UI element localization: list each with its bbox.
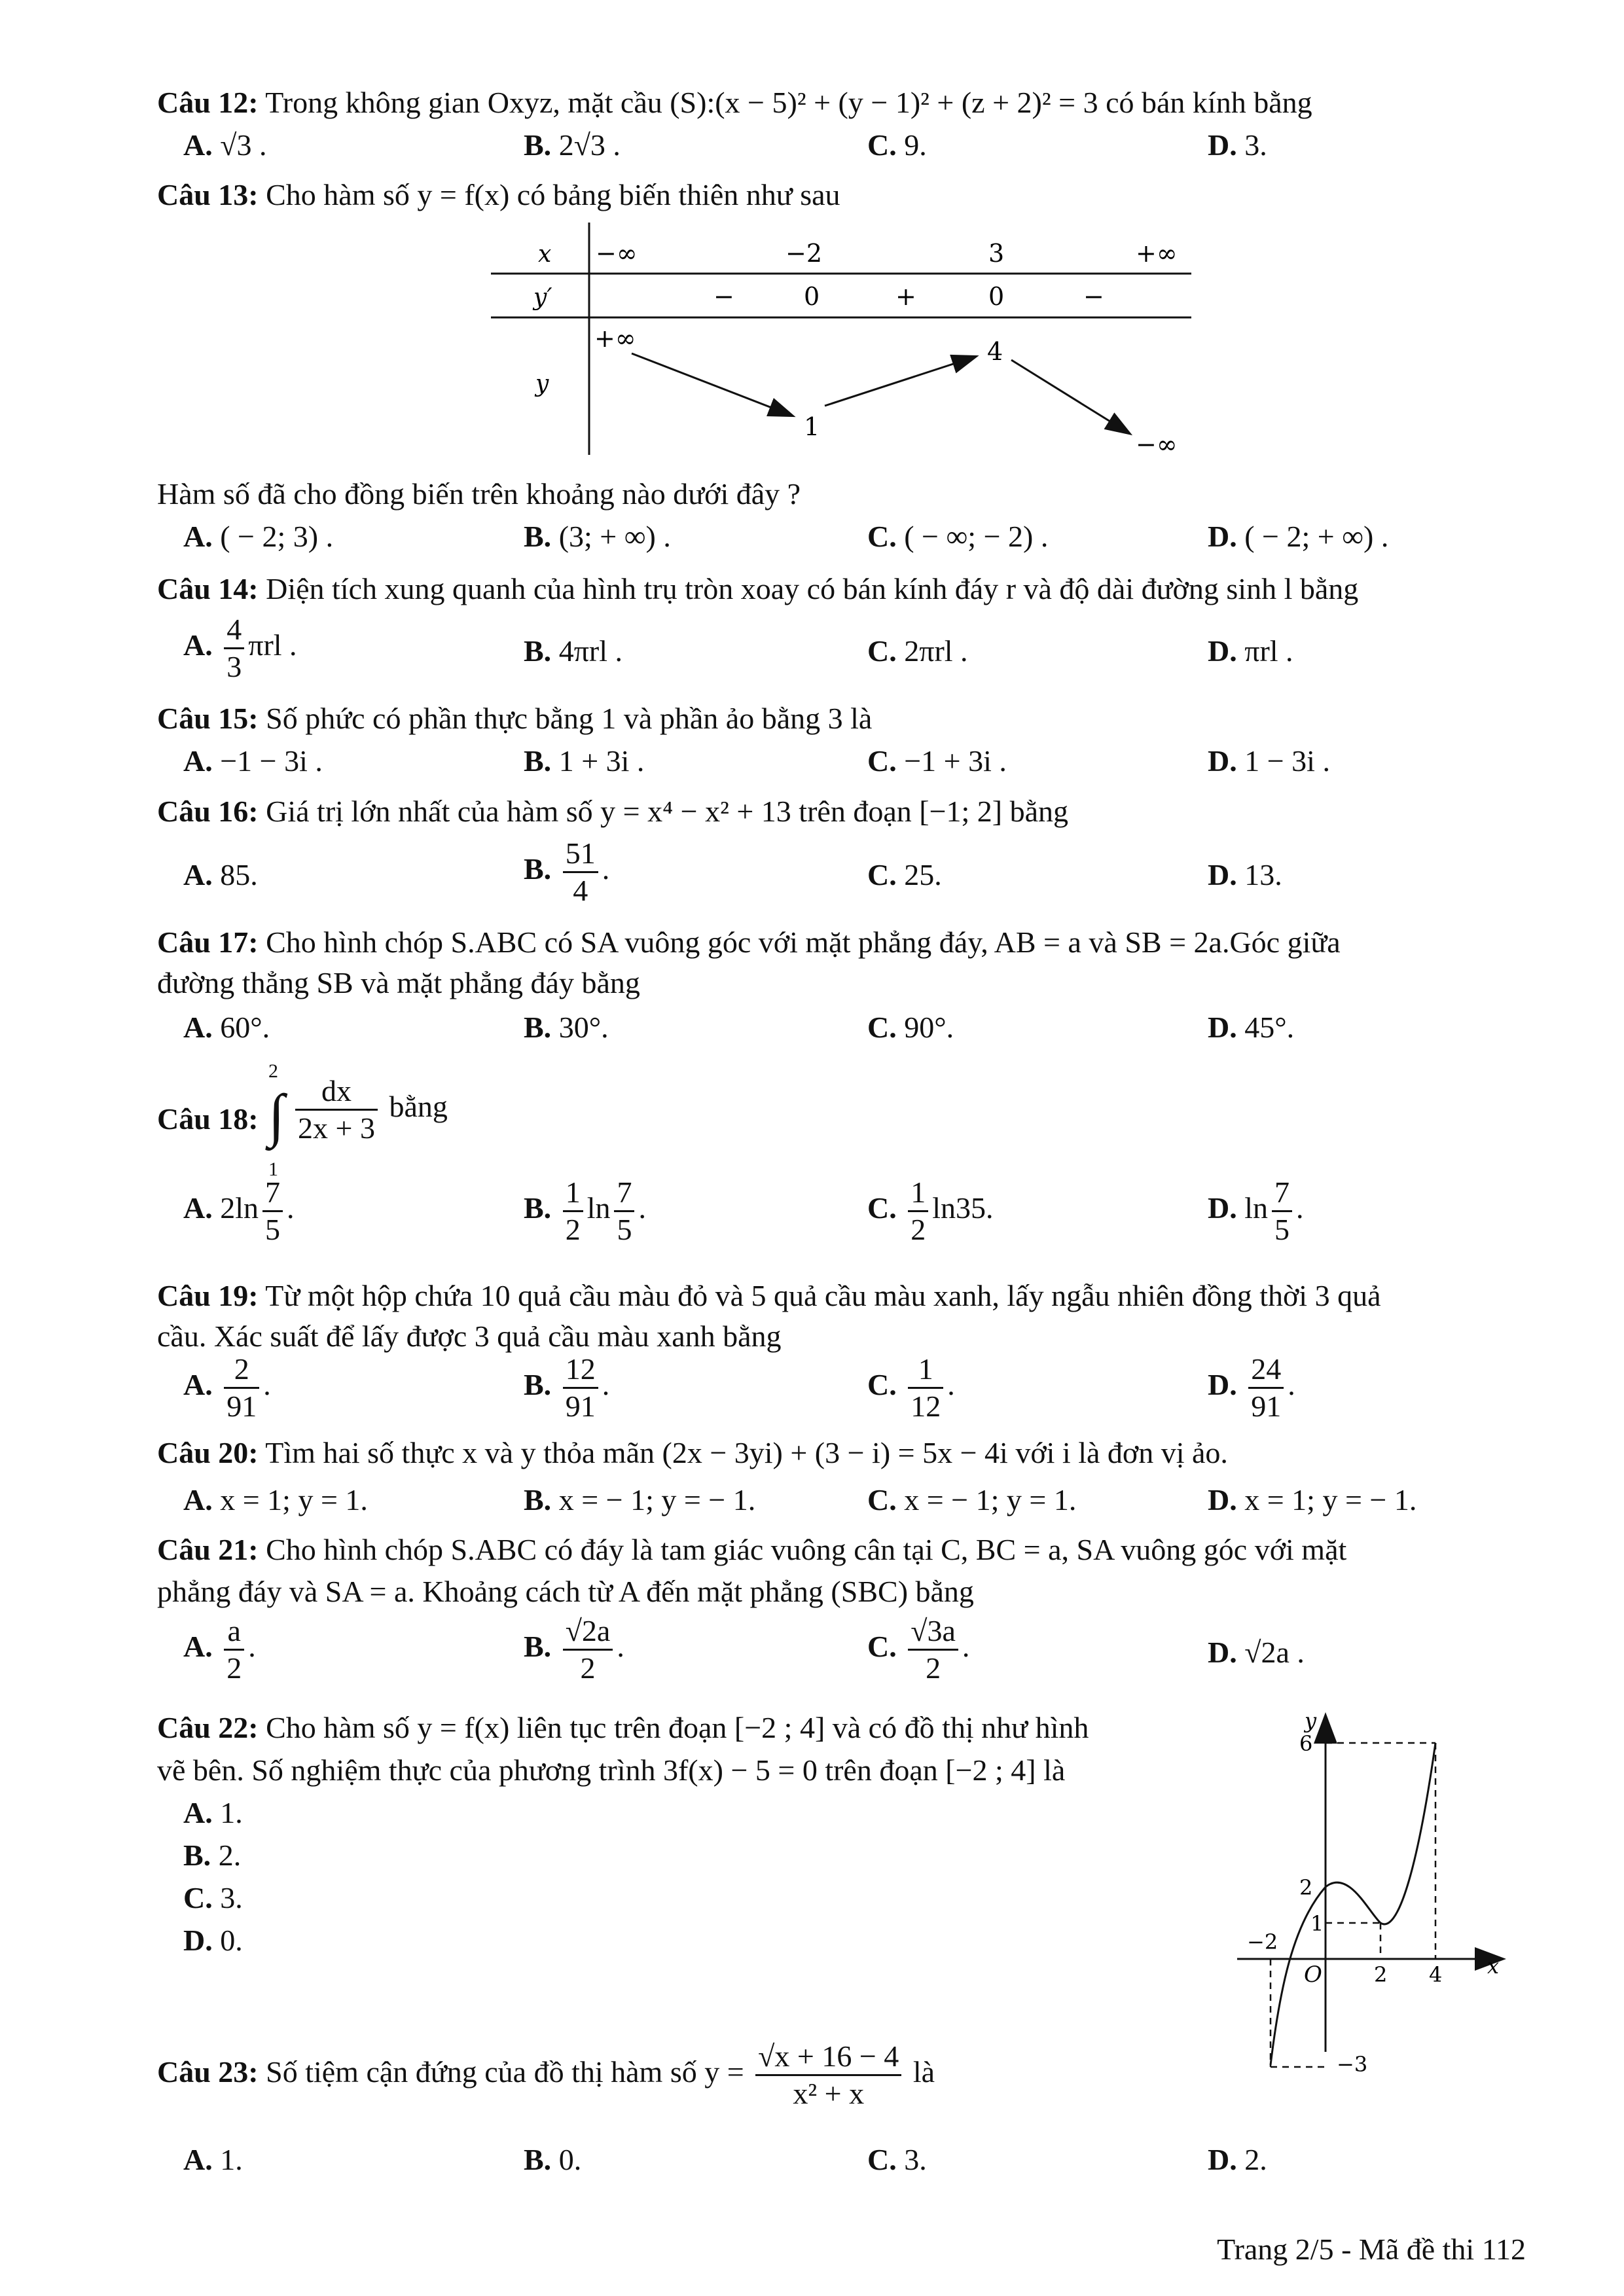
- q12-stem: [157, 83, 1312, 122]
- table-arrow-up: [825, 357, 975, 406]
- tick-y-6: 6: [1299, 1731, 1313, 1756]
- q13-option-a[interactable]: A. ( − 2; 3) .: [183, 520, 334, 553]
- table-x-label: x: [538, 241, 552, 268]
- q17-option-b[interactable]: B. 30°.: [524, 1011, 609, 1044]
- q19-option-c[interactable]: C. $\frac{1}{12}$ .: [867, 1352, 955, 1423]
- q14-option-a[interactable]: A. $\frac{4}{3}$ πrl .: [183, 613, 297, 683]
- q22-option-b[interactable]: B. 2.: [183, 1839, 242, 1872]
- q12-text: Trong không gian Oxyz, mặt cầu (S):(x − 5)² + (y − 1)² + (z + 2)² = 3 có bán kính bằng: [265, 86, 1312, 119]
- table-arrow-down: [1011, 360, 1129, 433]
- tick-y-1: 1: [1310, 1911, 1324, 1936]
- q20-stem: Câu 20: Tìm hai số thực x và y thỏa mãn (2x − 3yi) + (3 − i) = 5x − 4i với i là đơn vị ảo.: [157, 1436, 1228, 1469]
- integral-sign: ∫: [268, 1083, 285, 1148]
- tick-x-neg2: −2: [1247, 1929, 1278, 1954]
- tick-x-2: 2: [1374, 1962, 1388, 1987]
- q13-option-b[interactable]: B. (3; + ∞) .: [524, 520, 671, 553]
- q18-integrand: $\frac{dx}{2x + 3}$ bằng: [291, 1073, 448, 1146]
- q20-option-b[interactable]: B. x = − 1; y = − 1.: [524, 1483, 756, 1516]
- q17-option-c[interactable]: C. 90°.: [867, 1011, 954, 1044]
- q21-stem: Câu 21: Cho hình chóp S.ABC có đáy là tam giác vuông cân tại C, BC = a, SA vuông góc với mặt: [157, 1533, 1347, 1566]
- q22-option-a[interactable]: A. 1.: [183, 1796, 243, 1829]
- q21-stem-2: phẳng đáy và SA = a. Khoảng cách từ A đến mặt phẳng (SBC) bằng: [157, 1575, 974, 1608]
- table-y-label: y: [535, 370, 549, 397]
- q18-option-c[interactable]: C. $\frac{1}{2}$ ln35.: [867, 1175, 994, 1246]
- q14-option-c[interactable]: C. 2πrl .: [867, 634, 968, 668]
- q15-option-c[interactable]: C. −1 + 3i .: [867, 744, 1007, 778]
- q14-option-d[interactable]: D. πrl .: [1208, 634, 1293, 668]
- q19-stem-2: cầu. Xác suất để lấy được 3 quả cầu màu xanh bằng: [157, 1319, 782, 1353]
- table-x-val: −2: [785, 239, 823, 268]
- q18-upper-limit: 2: [268, 1060, 278, 1082]
- table-sign: −: [1083, 282, 1104, 311]
- q19-option-d[interactable]: D. $\frac{24}{91}$ .: [1208, 1352, 1295, 1423]
- table-y-val: −∞: [1136, 430, 1178, 459]
- q23-stem: Câu 23: Số tiệm cận đứng của đồ thị hàm số y = $\frac{√x + 16 - 4}{\text{x² + x}}$ là: [157, 2039, 935, 2110]
- q16-option-b[interactable]: B. $\frac{51}{4}$ .: [524, 836, 610, 907]
- q23-option-d[interactable]: D. 2.: [1208, 2143, 1267, 2176]
- tick-y-2: 2: [1299, 1875, 1313, 1900]
- q17-option-d[interactable]: D. 45°.: [1208, 1011, 1295, 1044]
- q16-option-d[interactable]: D. 13.: [1208, 858, 1282, 891]
- q23-option-b[interactable]: B. 0.: [524, 2143, 582, 2176]
- q21-option-d[interactable]: D. √2a .: [1208, 1636, 1305, 1669]
- axis-x-label: x: [1487, 1954, 1500, 1979]
- table-sign: −: [713, 282, 734, 311]
- q23-option-c[interactable]: C. 3.: [867, 2143, 927, 2176]
- q22-option-d[interactable]: D. 0.: [183, 1924, 243, 1957]
- q14-stem: Câu 14: Diện tích xung quanh của hình trụ tròn xoay có bán kính đáy r và độ dài đường sinh l bằng: [157, 572, 1359, 605]
- q12-option-d[interactable]: D. 3.: [1208, 128, 1267, 162]
- q17-stem: Câu 17: Cho hình chóp S.ABC có SA vuông góc với mặt phẳng đáy, AB = a và SB = 2a.Góc giữa: [157, 925, 1341, 959]
- q19-stem: Câu 19: Từ một hộp chứa 10 quả cầu màu đỏ và 5 quả cầu màu xanh, lấy ngẫu nhiên đồng thời 3 quả: [157, 1279, 1381, 1312]
- q15-stem: Câu 15: Số phức có phần thực bằng 1 và phần ảo bằng 3 là: [157, 702, 873, 735]
- q15-option-b[interactable]: B. 1 + 3i .: [524, 744, 645, 778]
- table-y-val: +∞: [594, 324, 636, 353]
- q21-option-c[interactable]: C. $\frac{√3a}{2}$ .: [867, 1614, 970, 1685]
- q15-option-d[interactable]: D. 1 − 3i .: [1208, 744, 1330, 778]
- q18-option-d[interactable]: D. ln $\frac{7}{5}$ .: [1208, 1175, 1304, 1246]
- q12-option-b[interactable]: B. 2√3 .: [524, 128, 621, 162]
- table-x-val: +∞: [1136, 239, 1178, 268]
- q18-lower-limit: 1: [268, 1158, 278, 1180]
- axis-y-label: y: [1305, 1708, 1317, 1733]
- q19-option-b[interactable]: B. $\frac{12}{91}$ .: [524, 1352, 610, 1423]
- q22-stem-2: vẽ bên. Số nghiệm thực của phương trình 3f(x) − 5 = 0 trên đoạn [−2 ; 4] là: [157, 1753, 1066, 1787]
- q13-option-c[interactable]: C. ( − ∞; − 2) .: [867, 520, 1049, 553]
- table-x-val: −∞: [596, 239, 638, 268]
- table-y-val: 1: [804, 412, 820, 441]
- q16-option-a[interactable]: A. 85.: [183, 858, 258, 891]
- table-x-val: 3: [988, 239, 1005, 268]
- q12-label: Câu 12:: [157, 86, 259, 119]
- table-sign: +: [895, 282, 916, 311]
- q12-option-a[interactable]: A. √3 .: [183, 128, 267, 162]
- table-y-val: 4: [987, 337, 1003, 366]
- q13-option-d[interactable]: D. ( − 2; + ∞) .: [1208, 520, 1389, 553]
- q21-option-a[interactable]: A. $\frac{a}{2}$ .: [183, 1614, 256, 1685]
- q20-option-d[interactable]: D. x = 1; y = − 1.: [1208, 1483, 1417, 1516]
- q17-stem-2: đường thẳng SB và mặt phẳng đáy bằng: [157, 966, 640, 999]
- function-curve: [1271, 1743, 1435, 2065]
- q13-stem: Câu 13: Cho hàm số y = f(x) có bảng biến thiên như sau: [157, 178, 840, 211]
- q22-stem: Câu 22: Cho hàm số y = f(x) liên tục trên đoạn [−2 ; 4] và có đồ thị như hình: [157, 1711, 1089, 1744]
- q19-option-a[interactable]: A. $\frac{2}{91}$ .: [183, 1352, 271, 1423]
- q14-option-b[interactable]: B. 4πrl .: [524, 634, 623, 668]
- tick-y-neg3: −3: [1337, 2052, 1368, 2077]
- table-sign: 0: [988, 282, 1005, 311]
- q16-option-c[interactable]: C. 25.: [867, 858, 942, 891]
- q18-stem: Câu 18:: [157, 1102, 259, 1136]
- q13-after: Hàm số đã cho đồng biến trên khoảng nào dưới đây ?: [157, 477, 801, 511]
- tick-x-4: 4: [1429, 1962, 1443, 1987]
- table-arrow-down: [632, 353, 792, 416]
- q20-option-a[interactable]: A. x = 1; y = 1.: [183, 1483, 368, 1516]
- q22-option-c[interactable]: C. 3.: [183, 1881, 243, 1914]
- q17-option-a[interactable]: A. 60°.: [183, 1011, 270, 1044]
- origin-label: O: [1304, 1962, 1322, 1988]
- q23-option-a[interactable]: A. 1.: [183, 2143, 243, 2176]
- variation-table: [491, 223, 1191, 458]
- q21-option-b[interactable]: B. $\frac{√2a}{2}$ .: [524, 1614, 624, 1685]
- q16-stem: Câu 16: Giá trị lớn nhất của hàm số y = x⁴ − x² + 13 trên đoạn [−1; 2] bằng: [157, 795, 1069, 828]
- function-graph: [1224, 1708, 1512, 2077]
- q12-option-c[interactable]: C. 9.: [867, 128, 927, 162]
- table-sign: 0: [804, 282, 820, 311]
- q18-option-b[interactable]: B. $\frac{1}{2}$ ln $\frac{7}{5}$ .: [524, 1175, 646, 1246]
- q15-option-a[interactable]: A. −1 − 3i .: [183, 744, 323, 778]
- q20-option-c[interactable]: C. x = − 1; y = 1.: [867, 1483, 1077, 1516]
- table-yp-label: y′: [533, 284, 552, 311]
- page-footer: Trang 2/5 - Mã đề thi 112: [1217, 2233, 1526, 2266]
- q18-option-a[interactable]: A. 2ln $\frac{7}{5}$ .: [183, 1175, 295, 1246]
